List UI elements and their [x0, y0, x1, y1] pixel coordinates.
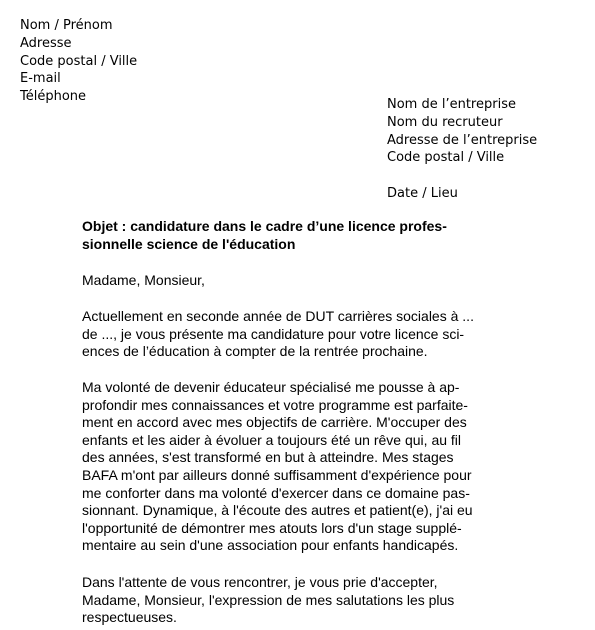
paragraph-line: Madame, Monsieur, l'expression de mes salutations les plus	[82, 591, 455, 608]
sender-name: Nom / Prénom	[20, 18, 113, 33]
recipient-postal-city: Code postal / Ville	[387, 150, 505, 166]
paragraph-intro	[82, 308, 502, 361]
recipient-address: Adresse de l’entreprise	[387, 132, 538, 148]
paragraph-line: de ..., je vous présente ma candidature pour votre licence sci-	[82, 325, 465, 342]
paragraph-line: des années, s'est transformé en but à atteindre. Mes stages	[82, 449, 454, 466]
paragraph-line: enfants et les aider à évoluer a toujours été un rêve qui, au fil	[82, 431, 462, 448]
subject-line	[82, 218, 502, 253]
sender-block	[20, 17, 137, 106]
salutation: Madame, Monsieur,	[82, 272, 205, 288]
subject-line-text: sionnelle science de l'éducation	[82, 235, 296, 252]
paragraph-motivation	[82, 379, 502, 555]
paragraph-line: me conforter dans ma volonté d'exercer dans ce domaine pas-	[82, 484, 470, 501]
paragraph-line: Dans l'attente de vous rencontrer, je vous prie d'accepter,	[82, 574, 438, 590]
paragraph-line: respectueuses.	[82, 609, 177, 626]
paragraph-line: Actuellement en seconde année de DUT carrières sociales à ...	[82, 308, 474, 324]
paragraph-line: ment en accord avec mes objectifs de carrière. M'occuper des	[82, 414, 467, 431]
subject-line-text: Objet : candidature dans le cadre d’une licence profes-	[82, 218, 447, 234]
paragraph-line: Ma volonté de devenir éducateur spécialisé me pousse à ap-	[82, 379, 460, 395]
sender-address: Adresse	[20, 35, 72, 51]
paragraph-line: l'opportunité de démontrer mes atouts lors d'un stage supplé-	[82, 519, 462, 536]
recipient-recruiter: Nom du recruteur	[387, 114, 503, 130]
paragraph-line: profondir mes connaissances et votre programme est parfaite-	[82, 396, 468, 413]
recipient-company: Nom de l’entreprise	[387, 97, 516, 112]
sender-email: E-mail	[20, 71, 61, 87]
paragraph-closing	[82, 574, 502, 627]
paragraph-line: sionnant. Dynamique, à l'écoute des autres et patient(e), j'ai eu	[82, 502, 473, 519]
paragraph-line: ences de l’éducation à compter de la rentrée prochaine.	[82, 343, 428, 360]
recipient-block	[387, 96, 537, 167]
date-place: Date / Lieu	[387, 186, 458, 201]
sender-phone: Téléphone	[20, 89, 87, 105]
paragraph-line: mentaire au sein d'une association pour enfants handicapés.	[82, 537, 459, 554]
paragraph-line: BAFA m'ont par ailleurs donné suffisamment d'expérience pour	[82, 466, 472, 483]
sender-postal-city: Code postal / Ville	[20, 53, 138, 69]
